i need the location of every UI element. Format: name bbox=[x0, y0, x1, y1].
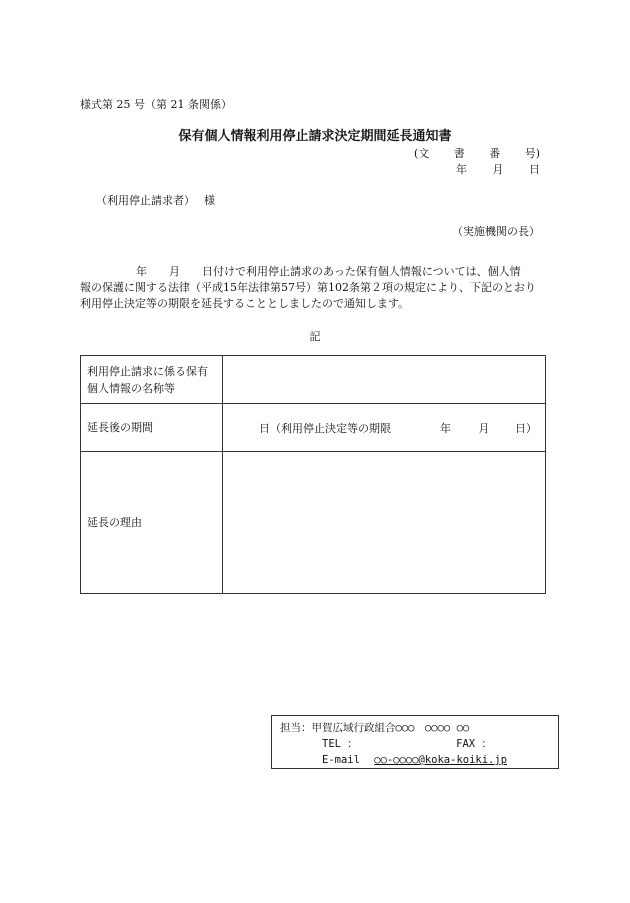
date-month: 月 bbox=[492, 163, 504, 176]
date-day: 日 bbox=[529, 163, 540, 176]
period-text: 日（利用停止決定等の期限 bbox=[259, 421, 391, 435]
document-number-field bbox=[414, 145, 540, 161]
table-row bbox=[81, 356, 546, 404]
doc-number-part: (文 bbox=[414, 147, 430, 160]
table-row bbox=[81, 452, 546, 594]
email-label: E-mail bbox=[322, 754, 360, 766]
doc-number-part: 書 bbox=[453, 147, 465, 160]
body-line: 報の保護に関する法律（平成15年法律第57号）第102条第２項の規定により、下記のとおり bbox=[80, 281, 536, 294]
document-title: 保有個人情報利用停止請求決定期間延長通知書 bbox=[178, 129, 452, 144]
request-info-label: 利用停止請求に係る保有個人情報の名称等 bbox=[81, 356, 223, 404]
date-field bbox=[414, 161, 540, 177]
period-deadline: 年 月 日） bbox=[440, 421, 537, 435]
details-table bbox=[80, 355, 546, 594]
contact-box bbox=[271, 715, 559, 769]
ki-heading: 記 bbox=[309, 330, 321, 343]
agency-head: （実施機関の長） bbox=[452, 225, 540, 238]
table-row bbox=[81, 404, 546, 452]
tel-label: TEL ： bbox=[322, 738, 358, 750]
email-link[interactable]: ○○-○○○○@koka-koiki.jp bbox=[374, 754, 508, 766]
date-year: 年 bbox=[456, 163, 467, 176]
extended-period-label: 延長後の期間 bbox=[81, 404, 223, 452]
fax-label: FAX ： bbox=[456, 738, 492, 750]
doc-number-part: 号) bbox=[524, 147, 540, 160]
body-line: 利用停止決定等の期限を延長することとしましたので通知します。 bbox=[80, 297, 410, 310]
contact-person: 担当：甲賀広域行政組合○○○ ○○○○ ○○ bbox=[280, 722, 470, 734]
contact-phone-fax bbox=[280, 736, 550, 752]
requester-line: （利用停止請求者） 様 bbox=[96, 194, 215, 207]
body-line: 年 月 日付けで利用停止請求のあった保有個人情報については、個人情 bbox=[136, 265, 521, 278]
extension-reason-label: 延長の理由 bbox=[81, 452, 223, 594]
request-info-value bbox=[223, 356, 546, 404]
contact-email bbox=[280, 752, 550, 768]
extended-period-value bbox=[223, 404, 546, 452]
doc-number-part: 番 bbox=[489, 147, 501, 160]
notice-body bbox=[80, 264, 550, 312]
extension-reason-value bbox=[223, 452, 546, 594]
form-number: 様式第 25 号（第 21 条関係） bbox=[80, 98, 232, 111]
